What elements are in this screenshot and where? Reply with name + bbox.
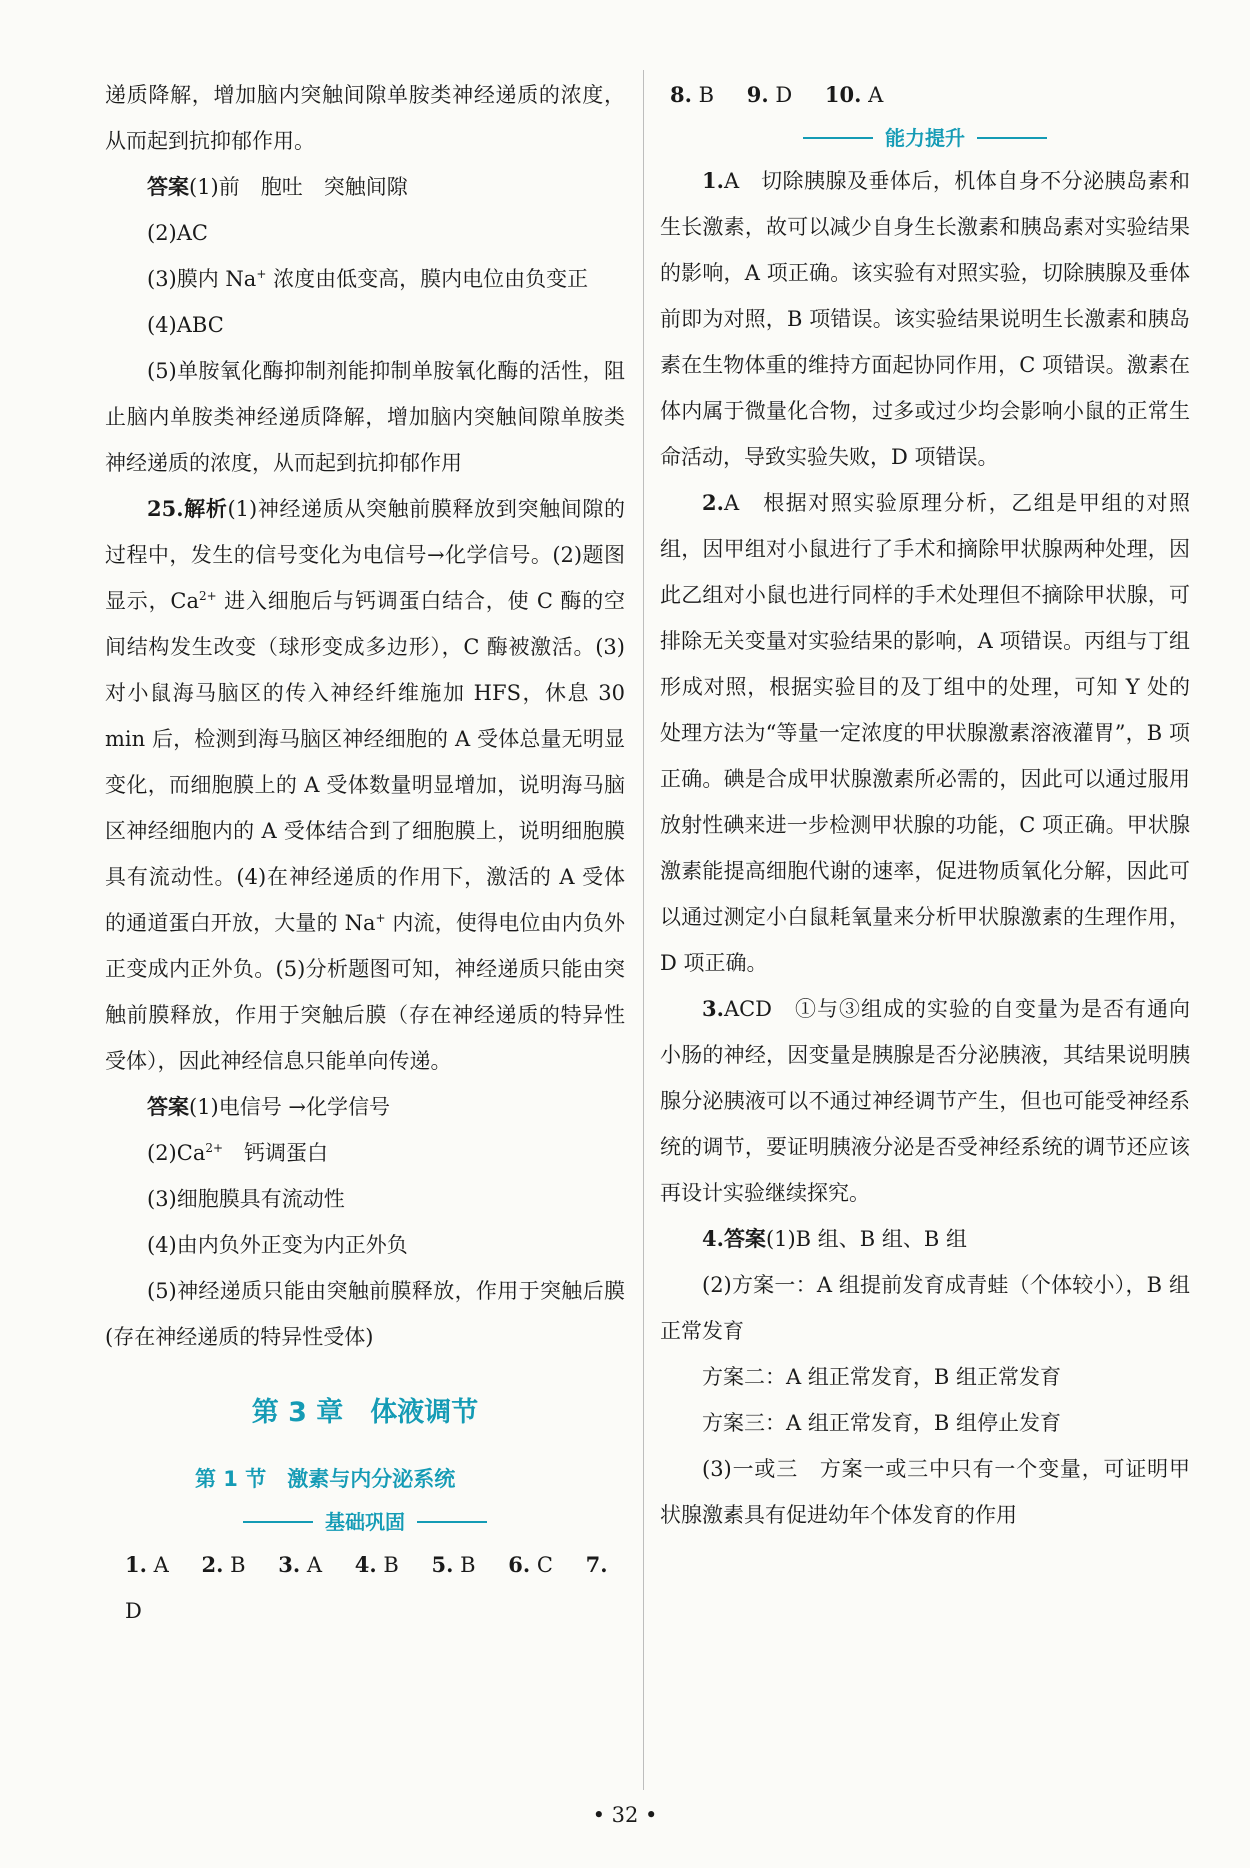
mc-item: 3. A xyxy=(278,1552,323,1577)
answer-25-line-1: 答案(1)电信号 →化学信号 xyxy=(147,1094,391,1119)
answer-24-line-5: (5)单胺氧化酶抑制剂能抑制单胺氧化酶的活性，阻止脑内单胺类神经递质降解，增加脑内突触间隙单胺类神经递质的浓度，从而起到抗抑郁作用 xyxy=(105,359,625,475)
ability-answer-1: 1.A 切除胰腺及垂体后，机体自身不分泌胰岛素和生长激素，故可以减少自身生长激素和胰岛素对实验结果的影响，A 项正确。该实验有对照实验，切除胰腺及垂体前即为对照，B 项错误。该实验结果说明生长激素和胰岛素在生物体重的维持方面起协同作用，C 项错误。激素在体内属于微量化合物，过多或过少均会影响小鼠的正常生命活动，导致实验失败，D 项错误。 xyxy=(660,168,1191,469)
mc-item: 5. B xyxy=(431,1552,476,1577)
mc-item: 8. B xyxy=(670,82,715,107)
answer-24-line-4: (4)ABC xyxy=(147,313,224,337)
mc-item: 2. B xyxy=(201,1552,246,1577)
section-heading-basic xyxy=(105,1502,625,1542)
ability-answer-4-line-5: (3)一或三 方案一或三中只有一个变量，可证明甲状腺激素具有促进幼年个体发育的作用 xyxy=(660,1457,1190,1527)
paragraph-continuation: 递质降解，增加脑内突触间隙单胺类神经递质的浓度，从而起到抗抑郁作用。 xyxy=(105,83,625,153)
ability-answer-4-line-2: (2)方案一：A 组提前发育成青蛙（个体较小），B 组正常发育 xyxy=(660,1273,1190,1343)
answer-25-line-3: (3)细胞膜具有流动性 xyxy=(147,1187,345,1211)
mc-item: 10. A xyxy=(824,82,884,107)
question-25-analysis: 25.解析(1)神经递质从突触前膜释放到突触间隙的过程中，发生的信号变化为电信号→化学信号。(2)题图显示，$Ca^{2+}$ 进入细胞后与钙调蛋白结合，使 C 酶的空间结构发生改变（球形变成多边形），C 酶被激活。(3)对小鼠海马脑区的传入神经纤维施加 HFS，休息 30 min 后，检测到海马脑区神经细胞的 A 受体总量无明显变化，而细胞膜上的 A 受体数量明显增加，说明海马脑区神经细胞内的 A 受体结合到了细胞膜上，说明细胞膜具有流动性。(4)在神经递质的作用下，激活的 A 受体的通道蛋白开放，大量的 Na+ 内流，使得电位由内负外正变成内正外负。(5)分析题图可知，神经递质只能由突触前膜释放，作用于突触后膜（存在神经递质的特异性受体），因此神经信息只能单向传递。 xyxy=(105,496,626,1073)
heading-rule-right xyxy=(417,1521,487,1523)
page-number: • 32 • xyxy=(592,1803,658,1827)
ability-answer-4-line-3: 方案二：A 组正常发育，B 组正常发育 xyxy=(702,1365,1061,1389)
mc-item: 7. D xyxy=(125,1552,608,1623)
right-column xyxy=(660,72,1190,1538)
heading-rule-right xyxy=(977,137,1047,139)
answer-25-line-4: (4)由内负外正变为内正外负 xyxy=(147,1233,408,1257)
ability-answer-2: 2.A 根据对照实验原理分析，乙组是甲组的对照组，因甲组对小鼠进行了手术和摘除甲状腺两种处理，因此乙组对小鼠也进行同样的手术处理但不摘除甲状腺，可排除无关变量对实验结果的影响，A 项错误。丙组与丁组形成对照，根据实验目的及丁组中的处理，可知 Y 处的处理方法为“等量一定浓度的甲状腺激素溶液灌胃”，B 项正确。碘是合成甲状腺激素所必需的，因此可以通过服用放射性碘来进一步检测甲状腺的功能，C 项正确。甲状腺激素能提高细胞代谢的速率，促进物质氧化分解，因此可以通过测定小白鼠耗氧量来分析甲状腺激素的生理作用，D 项正确。 xyxy=(660,490,1191,975)
chapter-title: 第 3 章 体液调节 xyxy=(251,1397,479,1428)
answer-25-line-2: $(2)Ca^{2+}$ 钙调蛋白 xyxy=(147,1141,329,1165)
answer-24-line-3: (3)膜内 Na+ 浓度由低变高，膜内电位由负变正 xyxy=(147,267,589,291)
section-heading-ability xyxy=(660,118,1190,158)
left-column xyxy=(105,72,625,1634)
mc-item: 6. C xyxy=(508,1552,553,1577)
ability-answer-4-line-1: 4.答案(1)B 组、B 组、B 组 xyxy=(702,1226,968,1251)
column-divider xyxy=(643,70,644,1790)
mc-item: 9. D xyxy=(746,82,793,107)
mc-item: 4. B xyxy=(354,1552,399,1577)
heading-rule-left xyxy=(243,1521,313,1523)
section-title: 第 1 节 激素与内分泌系统 xyxy=(195,1467,456,1491)
ability-answer-3: 3.ACD ①与③组成的实验的自变量为是否有通向小肠的神经，因变量是胰腺是否分泌胰液，其结果说明胰腺分泌胰液可以不通过神经调节产生，但也可能受神经系统的调节，要证明胰液分泌是否受神经系统的调节还应该再设计实验继续探究。 xyxy=(660,996,1190,1205)
answer-24-line-1: 答案(1)前 胞吐 突触间隙 xyxy=(147,174,408,199)
multiple-choice-answers xyxy=(660,72,1190,118)
heading-text: 能力提升 xyxy=(885,126,965,150)
ability-answer-4-line-4: 方案三：A 组正常发育，B 组停止发育 xyxy=(702,1411,1061,1435)
answer-25-line-5: (5)神经递质只能由突触前膜释放，作用于突触后膜(存在神经递质的特异性受体) xyxy=(105,1279,625,1349)
heading-rule-left xyxy=(803,137,873,139)
heading-text: 基础巩固 xyxy=(325,1510,405,1534)
multiple-choice-answers xyxy=(105,1542,625,1634)
mc-item: 1. A xyxy=(125,1552,169,1577)
answer-24-line-2: (2)AC xyxy=(147,221,208,245)
